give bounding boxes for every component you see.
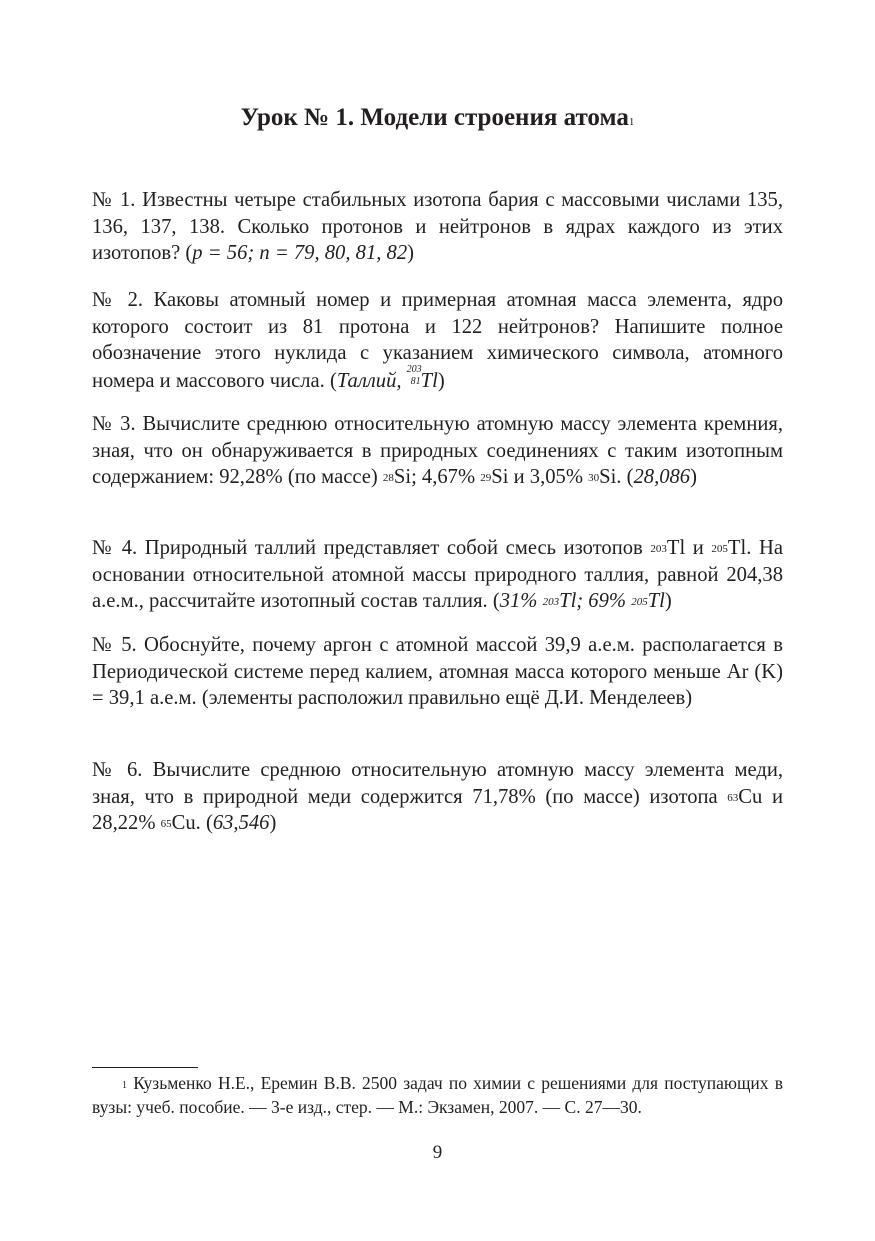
problem-4: № 4. Природный таллий представляет собой смесь изотопов $^{203}$Tl и $^{205}$Tl. На основании относительной атомной массы природного таллия, равной 204,38 а.е.м., рассчитайте изотопный состав таллия. (31% $^{203}$Tl; 69% $^{205}$Tl) <box>92 537 783 612</box>
problem-1: № 1. Известны четыре стабильных изотопа бария с массовыми числами 135, 136, 137, 138. Сколько протонов и нейтронов в ядрах каждого из этих изотопов? (p = 56; n = 79, 80, 81, 82) <box>92 189 783 264</box>
lesson-title-text: Урок № 1. Модели строения атома <box>240 104 629 131</box>
footnote-divider <box>92 1067 198 1068</box>
problem-2: № 2. Каковы атомный номер и примерная атомная масса элемента, ядро которого состоит из 81 протона и 122 нейтронов? Напишите полное обозначение этого нуклида с указанием химического символа, атомного номера и массового числа. (Таллий, 203 81 Tl) <box>92 289 783 392</box>
problem-5: № 5. Обоснуйте, почему аргон с атомной массой 39,9 а.е.м. располагается в Периодической системе перед калием, атомная масса которого меньше Ar (K) = 39,1 а.е.м. (элементы расположил правильно ещё Д.И. Менделеев) <box>92 634 783 709</box>
problem-4-answer: 31% $^{203}$Tl; 69% $^{205}$Tl <box>499 590 665 612</box>
lesson-title <box>0 102 875 134</box>
problem-2-answer: Таллий, <box>336 369 407 392</box>
nuclide-notation: 203 81 <box>406 363 422 387</box>
problem-3: № 3. Вычислите среднюю относительную атомную массу элемента кремния, зная, что он обнаруживается в природных соединениях с таким изотопным содержанием: 92,28% (по массе) $^{28}$Si; 4,67% $^{29}$Si и 3,05% $^{30}$Si. (28,086) <box>92 413 783 488</box>
footnote-text: Кузьменко Н.Е., Еремин В.В. 2500 задач по химии с решениями для поступающих в вузы: учеб. пособие. — 3-е изд., стер. — М.: Экзамен, 2007. — С. 27—30. <box>92 1073 783 1117</box>
footnote-mark: 1 <box>122 1080 127 1091</box>
footnote <box>92 1072 783 1119</box>
problem-6: № 6. Вычислите среднюю относительную атомную массу элемента меди, зная, что в природной меди содержится 71,78% (по массе) изотопа $^{63}$Cu и 28,22% $^{65}$Cu. (63,546) <box>92 759 783 834</box>
problem-1-answer: p = 56; n = 79, 80, 81, 82 <box>192 242 408 264</box>
page-number: 9 <box>432 1142 443 1163</box>
problem-3-answer: 28,086 <box>633 466 691 488</box>
problem-6-answer: 63,546 <box>212 812 270 834</box>
footnote-reference[interactable]: 1 <box>628 116 635 128</box>
